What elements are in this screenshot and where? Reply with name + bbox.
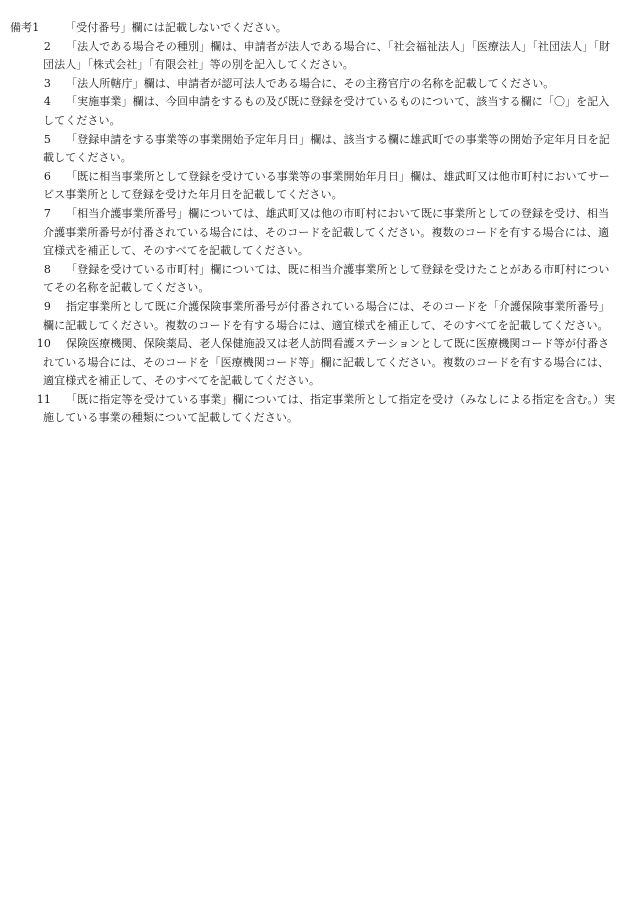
remark-text: 「登録申請をする事業等の事業開始予定年月日」欄は、該当する欄に雄武町での事業等の開始予定年月日を記載してください。 <box>43 132 610 165</box>
remark-item-10 <box>10 335 618 391</box>
remark-text: 「実施事業」欄は、今回申請をするもの及び既に登録を受けているものについて、該当する欄に「〇」を記入してください。 <box>43 95 610 127</box>
remark-text: 保険医療機関、保険薬局、老人保健施設又は老人訪問看護ステーションとして既に医療機関コード等が付番されている場合には、そのコードを「医療機関コード等」欄に記載してください。複数のコードを有する場合には、適宜様式を補正して、そのすべてを記載してください。 <box>43 337 610 388</box>
remark-number: 11 <box>36 392 51 406</box>
remark-item-6 <box>10 168 618 205</box>
remark-number <box>10 19 70 38</box>
remark-item-9 <box>10 298 618 335</box>
remark-number-value: 1 <box>32 21 40 34</box>
remark-item-3 <box>10 75 618 94</box>
remark-text: 指定事業所として既に介護保険事業所番号が付番されている場合には、そのコードを「介護保険事業所番号」欄に記載してください。複数のコードを有する場合には、適宜様式を補正して、そのすべてを記載してください。 <box>43 299 610 332</box>
remark-text: 「法人である場合その種別」欄は、申請者が法人である場合に、「社会福祉法人」「医療法人」「社団法人」「財団法人」「株式会社」「有限会社」等の別を記入してください。 <box>43 39 611 72</box>
remark-number: 4 <box>43 95 51 109</box>
remark-item-4 <box>10 93 618 130</box>
remark-item-1 <box>10 19 618 38</box>
remark-number: 2 <box>43 39 51 53</box>
remark-number: 6 <box>43 169 51 183</box>
remark-text: 「既に指定等を受けている事業」欄については、指定事業所として指定を受け（みなしによる指定を含む。）実施している事業の種類について記載してください。 <box>43 392 616 425</box>
remark-text: 「法人所轄庁」欄は、申請者が認可法人である場合に、その主務官庁の名称を記載してください。 <box>66 76 555 90</box>
remark-number: 3 <box>43 76 51 90</box>
remark-text: 「受付番号」欄には記載しないでください。 <box>65 21 287 34</box>
remark-item-2 <box>10 38 618 75</box>
remark-number: 7 <box>43 206 51 220</box>
remark-item-7 <box>10 205 618 261</box>
remark-number: 9 <box>43 299 51 313</box>
remark-item-11 <box>10 391 618 428</box>
remark-item-5 <box>10 131 618 168</box>
remark-text: 「相当介護事業所番号」欄については、雄武町又は他の市町村において既に事業所としての登録を受け、相当介護事業所番号が付番されている場合には、そのコードを記載してください。複数のコードを有する場合には、適宜様式を補正して、そのすべてを記載してください。 <box>43 206 610 258</box>
remarks-heading: 備考 <box>10 21 33 34</box>
remark-number: 8 <box>43 262 51 276</box>
remark-number: 10 <box>36 337 51 351</box>
remark-text: 「既に相当事業所として登録を受けている事業等の事業開始年月日」欄は、雄武町又は他市町村においてサービス事業所として登録を受けた年月日を記載してください。 <box>43 169 610 202</box>
remark-text: 「登録を受けている市町村」欄については、既に相当介護事業所として登録を受けたことがある市町村についてその名称を記載してください。 <box>43 262 610 295</box>
remarks-section <box>10 19 618 428</box>
remark-item-8 <box>10 261 618 298</box>
remark-number: 5 <box>43 132 51 146</box>
